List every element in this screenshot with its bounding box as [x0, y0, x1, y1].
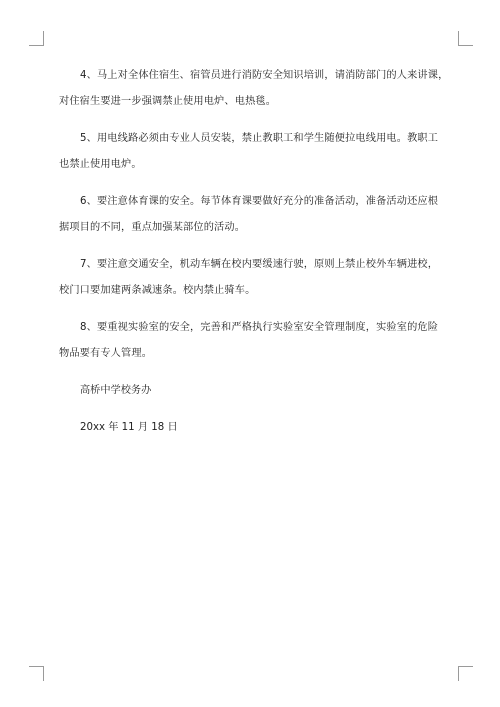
paragraph-item-8: [59, 315, 451, 367]
crop-mark-bottom-left: [29, 666, 44, 681]
paragraph-line: 7、要注意交通安全，机动车辆在校内要缓速行驶，原则上禁止校外车辆进校，: [80, 259, 439, 270]
paragraph-line: 8、要重视实验室的安全，完善和严格执行实验室安全管理制度，实验室的危险: [80, 322, 439, 333]
paragraph-line: 物品要有专人管理。: [59, 348, 153, 359]
paragraph-item-7: [59, 252, 451, 304]
paragraph-line: 对住宿生要进一步强调禁止使用电炉、电热毯。: [59, 96, 277, 107]
paragraph-line: 6、要注意体育课的安全。每节体育课要做好充分的准备活动，准备活动还应根: [80, 196, 439, 207]
paragraph-item-6: [59, 189, 451, 241]
signature: 高桥中学校务办: [80, 385, 152, 396]
paragraph-line: 也禁止使用电炉。: [59, 159, 142, 170]
crop-mark-top-left: [29, 31, 44, 46]
paragraph-line: 4、马上对全体住宿生、宿管员进行消防安全知识培训，请消防部门的人来讲课，: [80, 70, 449, 81]
paragraph-line: 据项目的不同，重点加强某部位的活动。: [59, 222, 246, 233]
paragraph-line: 校门口要加建两条减速条。校内禁止骑车。: [59, 285, 256, 296]
crop-mark-bottom-right: [458, 666, 473, 681]
document-body: [59, 63, 451, 452]
crop-mark-top-right: [458, 31, 473, 46]
paragraph-line: 5、用电线路必须由专业人员安装，禁止教职工和学生随便拉电线用电。教职工: [80, 133, 439, 144]
paragraph-item-5: [59, 126, 451, 178]
paragraph-item-4: [59, 63, 451, 115]
date: 20xx 年 11 月 18 日: [80, 422, 178, 433]
